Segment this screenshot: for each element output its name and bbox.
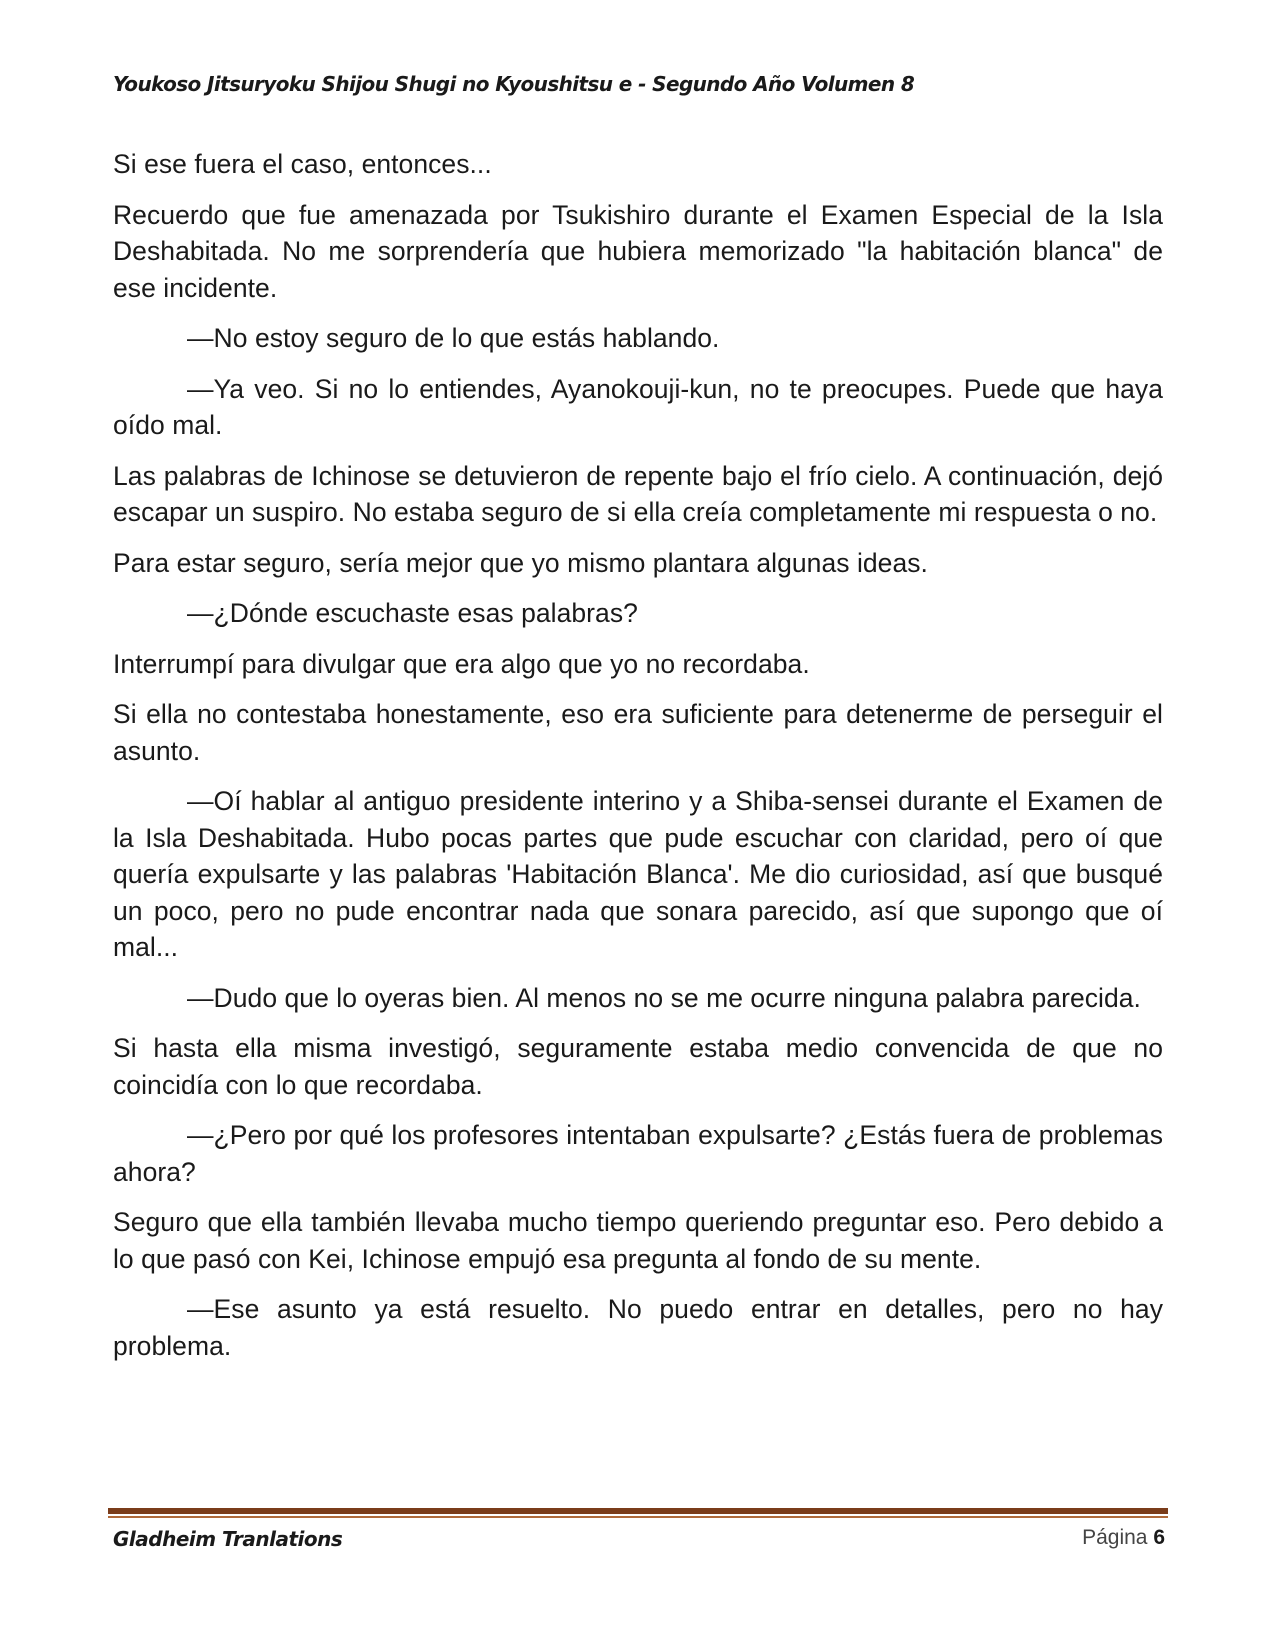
paragraph-12: Si hasta ella misma investigó, seguramente estaba medio convencida de que no coincidía con lo que recordaba. (113, 1033, 1163, 1100)
paragraph-1: Si ese fuera el caso, entonces... (113, 149, 492, 179)
footer-credit: Gladheim Tranlations (113, 1527, 343, 1551)
paragraph-8: Interrumpí para divulgar que era algo que yo no recordaba. (113, 648, 810, 679)
paragraph-5: Las palabras de Ichinose se detuvieron de repente bajo el frío cielo. A continuación, dejó escapar un suspiro. No estaba seguro de si ella creía completamente mi respuesta o no. (113, 460, 1163, 527)
paragraph-14: Seguro que ella también llevaba mucho tiempo queriendo preguntar eso. Pero debido a lo que pasó con Kei, Ichinose empujó esa pregunta al fondo de su mente. (113, 1207, 1163, 1274)
dialogue-line-6: —¿Pero por qué los profesores intentaban expulsarte? ¿Estás fuera de problemas ahora? (113, 1120, 1163, 1187)
dialogue-line-3: —¿Dónde escuchaste esas palabras? (187, 598, 638, 628)
paragraph-2: Recuerdo que fue amenazada por Tsukishiro durante el Examen Especial de la Isla Deshabitada. No me sorprendería que hubiera memorizado "la habitación blanca" de ese incidente. (113, 199, 1163, 303)
page-number: 6 (1153, 1526, 1165, 1549)
document-body (113, 146, 1163, 1378)
footer-divider-thin (108, 1516, 1168, 1518)
page-label: Página (1082, 1526, 1148, 1549)
page-number-label (1082, 1526, 1165, 1550)
page-header-title: Youkoso Jitsuryoku Shijou Shugi no Kyoushitsu e - Segundo Año Volumen 8 (113, 72, 915, 96)
footer-divider (108, 1508, 1168, 1518)
dialogue-line-1: —No estoy seguro de lo que estás hablando. (187, 323, 720, 353)
dialogue-line-4: —Oí hablar al antiguo presidente interino y a Shiba-sensei durante el Examen de la Isla Deshabitada. Hubo pocas partes que pude escuchar con claridad, pero oí que quería expulsarte y las palabras 'Habitación Blanca'. Me dio curiosidad, así que busqué un poco, pero no pude encontrar nada que sonara parecido, así que supongo que oí mal... (113, 786, 1163, 962)
paragraph-6: Para estar seguro, sería mejor que yo mismo plantara algunas ideas. (113, 547, 928, 578)
dialogue-line-5: —Dudo que lo oyeras bien. Al menos no se me ocurre ninguna palabra parecida. (187, 982, 1141, 1013)
dialogue-line-2: —Ya veo. Si no lo entiendes, Ayanokouji-kun, no te preocupes. Puede que haya oído mal. (113, 373, 1163, 440)
footer-divider-thick (108, 1508, 1168, 1514)
dialogue-line-7: —Ese asunto ya está resuelto. No puedo entrar en detalles, pero no hay problema. (113, 1294, 1163, 1361)
paragraph-9: Si ella no contestaba honestamente, eso era suficiente para detenerme de perseguir el asunto. (113, 699, 1163, 766)
